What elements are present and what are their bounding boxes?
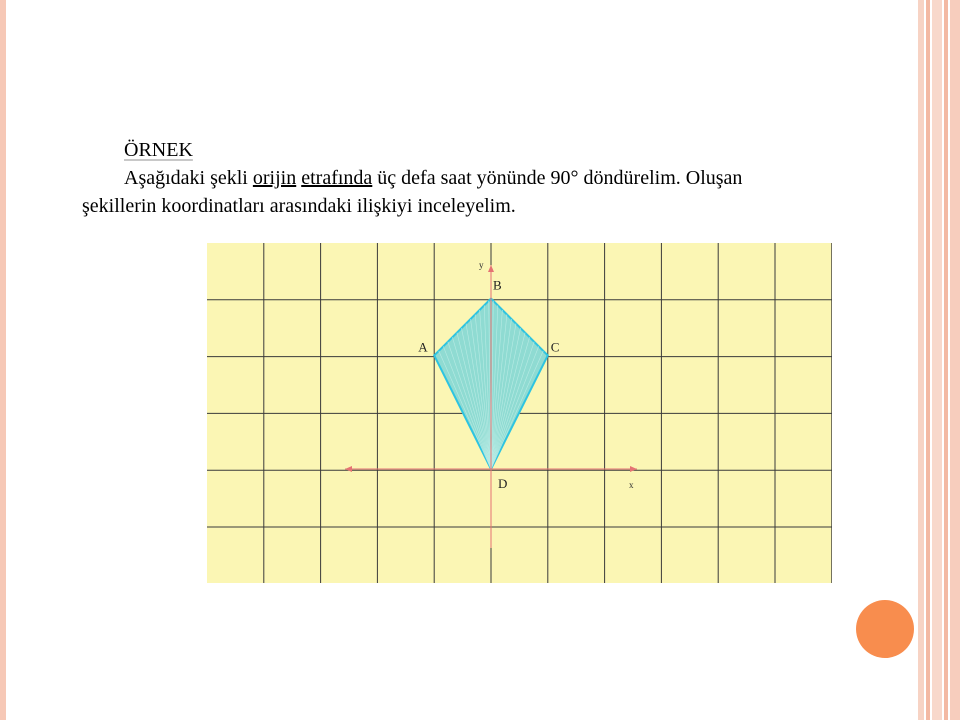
x-axis-label: x [629, 480, 634, 490]
left-frame-stripe [0, 0, 6, 720]
paragraph-line-1 [82, 164, 900, 192]
paragraph-line-2: şekillerin koordinatları arasındaki ilişkiyi inceleyelim. [82, 195, 516, 217]
coordinate-grid-svg [207, 243, 832, 583]
decorative-circle [856, 600, 914, 658]
text-segment: Aşağıdaki şekli [124, 167, 253, 189]
underlined-term-around: etrafında [301, 167, 373, 189]
coordinate-grid [207, 243, 832, 583]
text-segment: üç defa saat yönünde 90° döndürelim. Oluşan [372, 167, 743, 189]
underlined-term-origin: orijin [252, 167, 297, 189]
point-label-d: D [498, 476, 508, 491]
right-frame-stripes [918, 0, 960, 720]
slide-text [82, 136, 900, 220]
point-label-c: C [550, 339, 560, 355]
point-label-a: A [418, 339, 428, 355]
point-label-b: B [493, 277, 502, 293]
slide-heading: ÖRNEK [124, 139, 193, 161]
y-axis-label: y [479, 260, 484, 270]
